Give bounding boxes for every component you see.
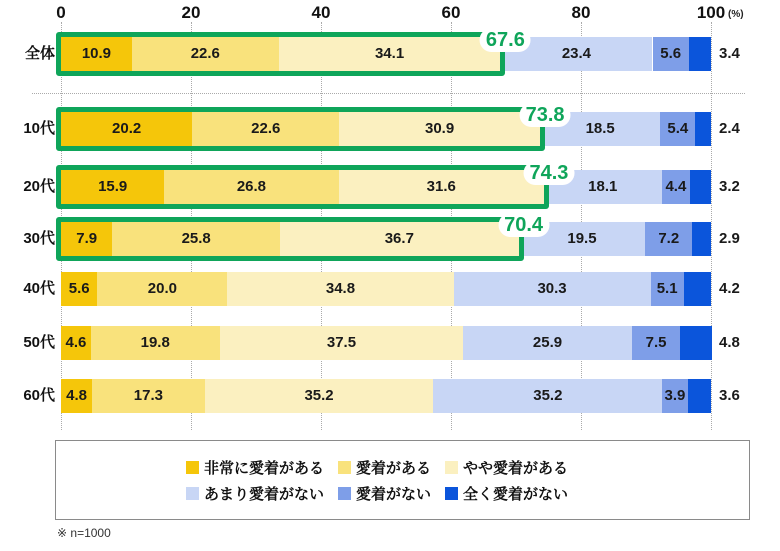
- legend-item: [445, 483, 568, 504]
- segment-value-label: 5.6: [68, 280, 90, 297]
- segment-value-label: 3.9: [664, 387, 686, 404]
- legend-swatch-icon: [338, 487, 351, 500]
- segment-value-label: 30.9: [425, 120, 455, 137]
- x-axis-tick-label: 60: [441, 3, 461, 22]
- bar-segment-3: [227, 272, 453, 306]
- segment-value-label: 31.6: [426, 178, 456, 195]
- bar-segment-6: [695, 112, 711, 146]
- x-axis-tick-label: 100: [696, 3, 726, 22]
- highlight-total-label: 67.6: [480, 28, 531, 52]
- gridline: [711, 22, 712, 430]
- x-axis-tick-label: 80: [571, 3, 591, 22]
- bar-segment-2: [97, 272, 227, 306]
- x-axis-tick-label: 20: [181, 3, 201, 22]
- bar-segment-3: [220, 326, 464, 360]
- category-label: 40代: [23, 280, 55, 297]
- category-label: 60代: [23, 387, 55, 404]
- segment-value-label: 7.9: [76, 230, 98, 247]
- segment-value-label: 19.8: [140, 334, 170, 351]
- highlight-total-label: 73.8: [520, 103, 571, 127]
- segment-value-label: 34.8: [325, 280, 356, 297]
- bar-segment-5: [645, 222, 692, 256]
- legend-item: [186, 483, 324, 504]
- legend-item: [445, 457, 568, 478]
- bar-segment-5: [660, 112, 695, 146]
- segment-value-label: 23.4: [561, 45, 592, 62]
- outside-value-label: 3.2: [719, 178, 740, 195]
- bar-segment-6: [689, 37, 711, 71]
- highlight-total-label: 70.4: [498, 213, 549, 237]
- segment-value-label: 17.3: [133, 387, 163, 404]
- category-label: 30代: [23, 230, 55, 247]
- segment-value-label: 4.6: [65, 334, 87, 351]
- bar-segment-6: [684, 272, 711, 306]
- segment-value-label: 18.1: [588, 178, 618, 195]
- outside-value-label: 3.6: [719, 387, 740, 404]
- bar-segment-5: [662, 170, 691, 204]
- outside-value-label: 4.8: [719, 334, 740, 351]
- legend-item-label: 愛着がない: [356, 485, 432, 503]
- segment-value-label: 34.1: [374, 45, 405, 62]
- legend-item-label: 全く愛着がない: [463, 485, 569, 503]
- legend-swatch-icon: [338, 461, 351, 474]
- legend-swatch-icon: [186, 461, 199, 474]
- highlight-outline-box: [56, 107, 545, 151]
- legend-item-label: やや愛着がある: [463, 459, 569, 477]
- bar-segment-4: [433, 379, 662, 413]
- legend-item: [338, 483, 431, 504]
- bar-segment-1: [61, 272, 97, 306]
- segment-value-label: 26.8: [236, 178, 267, 195]
- bar-segment-4: [463, 326, 631, 360]
- legend-swatch-icon: [445, 487, 458, 500]
- axis-unit-label: (%): [728, 9, 744, 20]
- segment-value-label: 18.5: [585, 120, 615, 137]
- bar-segment-2: [91, 326, 220, 360]
- segment-value-label: 4.8: [66, 387, 88, 404]
- highlight-outline-box: [56, 217, 524, 261]
- segment-value-label: 7.5: [645, 334, 667, 351]
- total-row-separator-line: [32, 93, 745, 94]
- legend-item: [186, 457, 324, 478]
- legend-swatch-icon: [445, 461, 458, 474]
- segment-value-label: 7.2: [658, 230, 680, 247]
- segment-value-label: 22.6: [190, 45, 220, 62]
- legend-item-label: 愛着がある: [356, 459, 432, 477]
- legend-item-label: 非常に愛着がある: [204, 459, 325, 477]
- legend-item: [338, 457, 431, 478]
- bar-segment-1: [61, 326, 91, 360]
- category-label: 50代: [23, 334, 55, 351]
- category-label: 10代: [23, 120, 55, 137]
- segment-value-label: 35.2: [533, 387, 563, 404]
- segment-value-label: 5.6: [660, 45, 682, 62]
- bar-segment-3: [205, 379, 434, 413]
- segment-value-label: 5.1: [656, 280, 678, 297]
- bar-segment-5: [632, 326, 681, 360]
- segment-value-label: 4.4: [665, 178, 687, 195]
- bar-segment-5: [662, 379, 687, 413]
- outside-value-label: 3.4: [719, 45, 740, 62]
- segment-value-label: 25.8: [181, 230, 211, 247]
- x-axis-tick-label: 40: [311, 3, 331, 22]
- legend-swatch-icon: [186, 487, 199, 500]
- bar-segment-6: [680, 326, 711, 360]
- footnote: ※ n=1000: [57, 526, 111, 540]
- bar-segment-2: [92, 379, 204, 413]
- legend-item-label: あまり愛着がない: [204, 485, 325, 503]
- legend-row: [56, 457, 749, 478]
- bar-segment-6: [688, 379, 711, 413]
- segment-value-label: 37.5: [326, 334, 357, 351]
- category-label: 20代: [23, 178, 55, 195]
- outside-value-label: 4.2: [719, 280, 740, 297]
- outside-value-label: 2.9: [719, 230, 740, 247]
- bar-segment-6: [690, 170, 711, 204]
- segment-value-label: 30.3: [537, 280, 567, 297]
- segment-value-label: 10.9: [81, 45, 112, 62]
- bar-segment-5: [651, 272, 684, 306]
- highlight-total-label: 74.3: [523, 161, 574, 185]
- segment-value-label: 36.7: [384, 230, 414, 247]
- outside-value-label: 2.4: [719, 120, 740, 137]
- segment-value-label: 20.0: [147, 280, 177, 297]
- bar-segment-4: [454, 272, 651, 306]
- highlight-outline-box: [56, 165, 549, 209]
- bar-segment-1: [61, 379, 92, 413]
- segment-value-label: 25.9: [532, 334, 563, 351]
- legend: [55, 440, 750, 520]
- x-axis-tick-label: 0: [56, 3, 66, 22]
- highlight-outline-box: [56, 32, 505, 76]
- segment-value-label: 35.2: [304, 387, 334, 404]
- segment-value-label: 22.6: [251, 120, 281, 137]
- segment-value-label: 15.9: [98, 178, 128, 195]
- segment-value-label: 5.4: [667, 120, 689, 137]
- bar-segment-6: [692, 222, 711, 256]
- segment-value-label: 20.2: [112, 120, 142, 137]
- category-label: 全体: [24, 45, 55, 62]
- segment-value-label: 19.5: [567, 230, 597, 247]
- bar-segment-5: [653, 37, 689, 71]
- legend-row: [56, 483, 749, 504]
